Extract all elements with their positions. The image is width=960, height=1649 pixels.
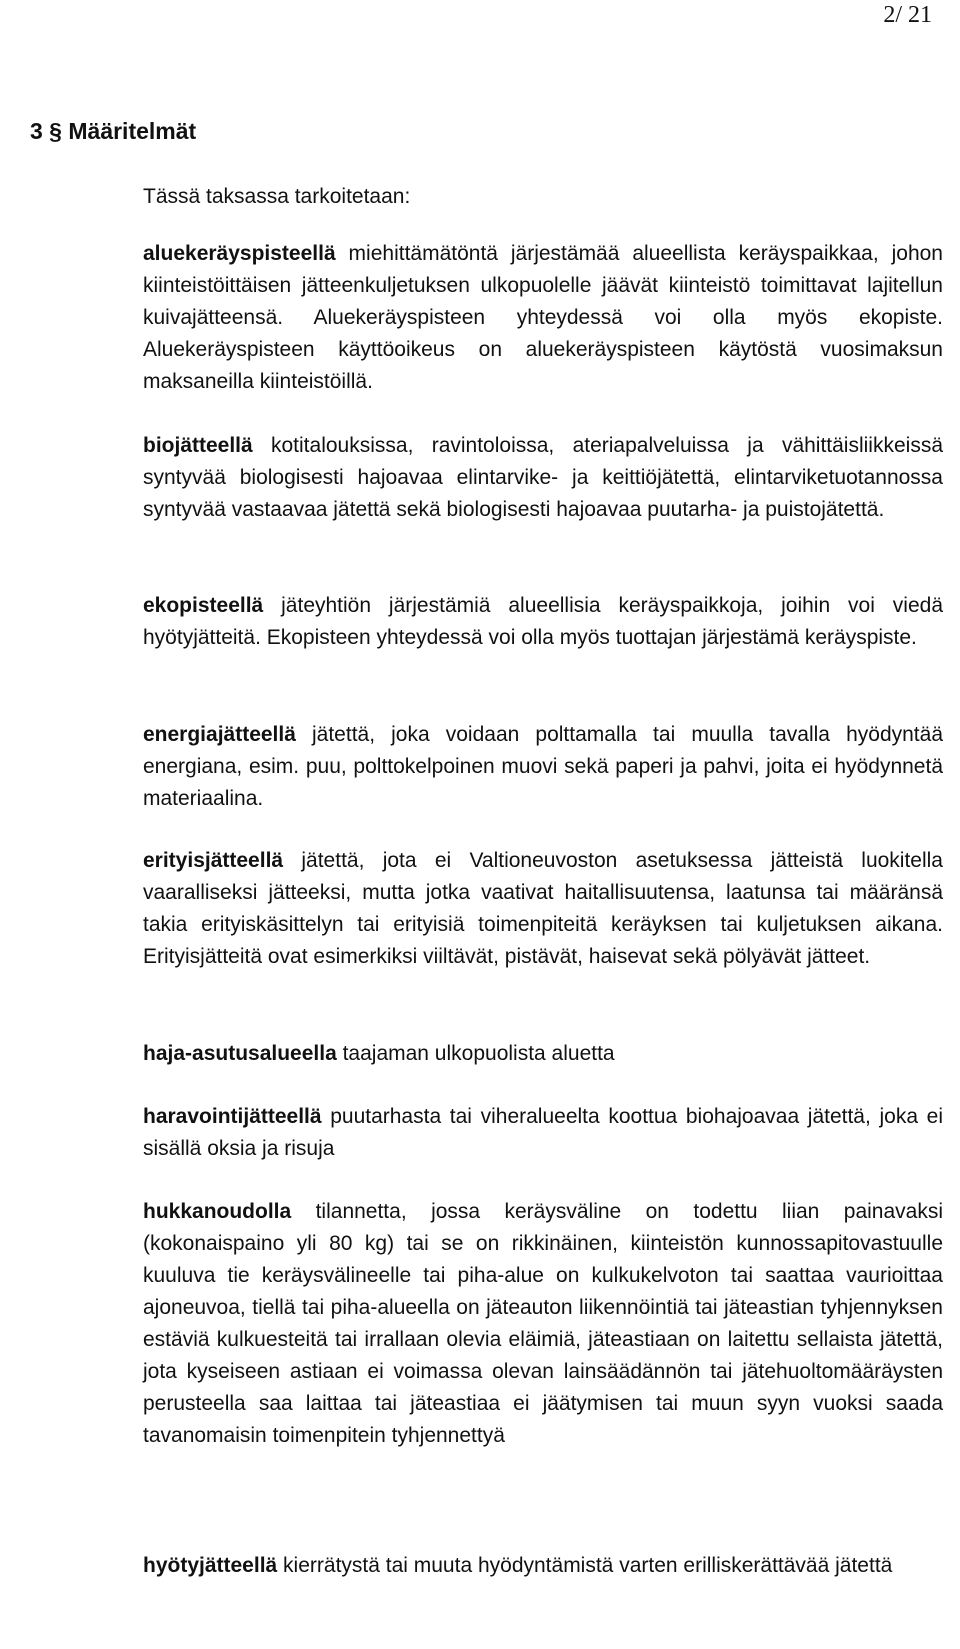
definition-ekopiste bbox=[143, 590, 943, 654]
definition-term: haravointijätteellä bbox=[143, 1105, 322, 1128]
page-number: 2/ 21 bbox=[883, 2, 932, 28]
definition-term: haja-asutusalueella bbox=[143, 1042, 337, 1065]
section-title: 3 § Määritelmät bbox=[30, 118, 197, 144]
definition-term: biojätteellä bbox=[143, 434, 253, 457]
definition-term: energiajätteellä bbox=[143, 723, 296, 746]
definition-text: tilannetta, jossa keräysväline on todettu liian painavaksi (kokonaispaino yli 80 kg) tai se on rikkinäinen, kiinteistön kunnossapitovastuulle kuuluva tie keräysvälineelle tai piha-alue on kulkukelvoton tai saattaa vaurioittaa ajoneuvoa, tiellä tai piha-alueella on jäteauton liikennöintiä tai jäteastian tyhjennyksen estäviä kulkuesteitä tai irrallaan olevia eläimiä, jäteastiaan on laitettu sellaista jätettä, jota kyseiseen astiaan ei voimassa olevan lainsäädännön tai jätehuoltomääräysten perusteella saa laittaa tai jäteastiaa ei jäätymisen tai muun syyn vuoksi saada tavanomaisin toimenpitein tyhjennettyä bbox=[143, 1200, 943, 1447]
definition-text: kotitalouksissa, ravintoloissa, ateriapalveluissa ja vähittäisliikkeissä syntyvää biologisesti hajoavaa elintarvike- ja keittiöjätettä, elintarviketuotannossa syntyvää vastaavaa jätettä sekä biologisesti hajoavaa puutarha- ja puistojätettä. bbox=[143, 434, 943, 521]
definition-haravointijate bbox=[143, 1101, 943, 1165]
definition-text: miehittämätöntä järjestämää alueellista keräyspaikkaa, johon kiinteistöittäisen jätteenkuljetuksen ulkopuolelle jäävät kiinteistö toimittavat lajitellun kuivajätteensä. Aluekeräyspisteen yhteydessä voi olla myös ekopiste. Aluekeräyspisteen käyttöoikeus on aluekeräyspisteen käytöstä vuosimaksun maksaneilla kiinteistöillä. bbox=[143, 242, 943, 393]
definition-term: aluekeräyspisteellä bbox=[143, 242, 336, 265]
definition-term: hukkanoudolla bbox=[143, 1200, 292, 1223]
definition-text: taajaman ulkopuolista aluetta bbox=[336, 1042, 615, 1065]
definition-text: jätettä, joka voidaan polttamalla tai muulla tavalla hyödyntää energiana, esim. puu, polttokelpoinen muovi sekä paperi ja pahvi, joita ei hyödynnetä materiaalina. bbox=[143, 723, 943, 810]
definition-text: jätettä, jota ei Valtioneuvoston asetuksessa jätteistä luokitella vaaralliseksi jätteeksi, mutta jotka vaativat haitallisuutensa, laatunsa tai määränsä takia erityiskäsittelyn tai erityisiä toimenpiteitä keräyksen tai kuljetuksen aikana. Erityisjätteitä ovat esimerkiksi viiltävät, pistävät, haisevat sekä pölyävät jätteet. bbox=[143, 849, 943, 968]
definition-hukkanouto bbox=[143, 1196, 943, 1452]
definition-erityisjate bbox=[143, 845, 943, 973]
definition-biojate bbox=[143, 430, 943, 526]
definition-hyotyjate bbox=[143, 1550, 943, 1582]
definition-term: ekopisteellä bbox=[143, 594, 264, 617]
definition-term: hyötyjätteellä bbox=[143, 1554, 278, 1577]
definition-energiajate bbox=[143, 719, 943, 815]
definition-text: kierrätystä tai muuta hyödyntämistä varten erilliskerättävää jätettä bbox=[277, 1554, 893, 1577]
definition-text: jäteyhtiön järjestämiä alueellisia keräyspaikkoja, joihin voi viedä hyötyjätteitä. Ekopisteen yhteydessä voi olla myös tuottajan järjestämä keräyspiste. bbox=[143, 594, 943, 649]
definition-term: erityisjätteellä bbox=[143, 849, 284, 872]
intro-text: Tässä taksassa tarkoitetaan: bbox=[143, 185, 411, 208]
definition-haja-asutusalue bbox=[143, 1038, 943, 1070]
definition-text: puutarhasta tai viheralueelta koottua biohajoavaa jätettä, joka ei sisällä oksia ja risuja bbox=[143, 1105, 943, 1160]
definition-aluekerayspiste bbox=[143, 238, 943, 398]
